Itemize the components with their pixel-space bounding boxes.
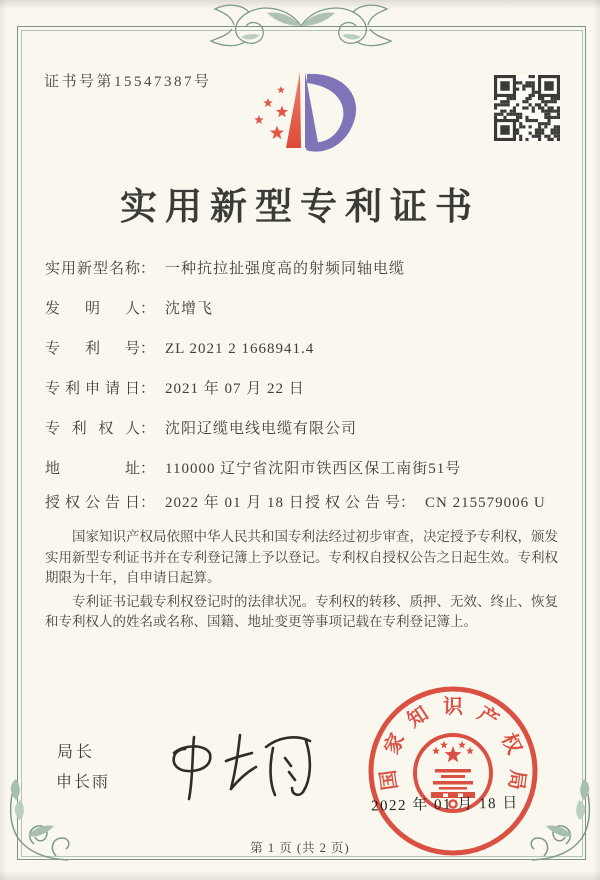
svg-text:国: 国 bbox=[377, 768, 402, 792]
cnipa-logo-icon bbox=[230, 60, 380, 172]
field-label: 专利权人 bbox=[45, 421, 140, 437]
director-title: 局长 bbox=[57, 744, 96, 761]
legal-text bbox=[45, 527, 558, 633]
field-grant-date bbox=[45, 495, 305, 511]
field-label: 地址 bbox=[45, 461, 140, 477]
page-indicator: 第 1 页 (共 2 页) bbox=[250, 841, 350, 855]
svg-text:局: 局 bbox=[504, 768, 529, 792]
agency-seal-icon bbox=[363, 681, 543, 861]
certificate-title: 实用新型专利证书 bbox=[120, 187, 480, 228]
field-colon: ： bbox=[140, 261, 156, 277]
seal-date: 2022 年 01 月 18 日 bbox=[370, 795, 519, 815]
field-value: 2022 年 01 月 18 日 bbox=[165, 495, 305, 511]
field-colon: ： bbox=[140, 301, 156, 317]
legal-paragraph-2: 专利证书记载专利权登记时的法律状况。专利权的转移、质押、无效、终止、恢复和专利权人的姓名或名称、国籍、地址变更等事项记载在专利登记簿上。 bbox=[45, 593, 558, 629]
director-signature-icon bbox=[148, 727, 320, 807]
field-colon: ： bbox=[140, 461, 156, 477]
field-grant-row bbox=[45, 491, 546, 512]
field-colon: ： bbox=[140, 421, 156, 437]
qr-code-icon bbox=[494, 75, 560, 141]
field-value: 110000 辽宁省沈阳市铁西区保工南街51号 bbox=[165, 461, 462, 477]
field-label: 发明人 bbox=[45, 301, 140, 317]
field-colon: ： bbox=[140, 341, 156, 357]
field-label: 授权公告号 bbox=[305, 495, 400, 511]
svg-text:识: 识 bbox=[443, 696, 463, 718]
field-label: 实用新型名称 bbox=[45, 261, 140, 277]
field-value: ZL 2021 2 1668941.4 bbox=[165, 341, 315, 357]
certificate-number: 证书号第15547387号 bbox=[44, 74, 212, 90]
field-patent-number bbox=[45, 337, 314, 358]
legal-paragraph-1: 国家知识产权局依照中华人民共和国专利法经过初步审查，决定授予专利权，颁发实用新型专利证书并在专利登记簿上予以登记。专利权自授权公告之日起生效。专利权期限为十年，自申请日起算。 bbox=[45, 529, 558, 585]
field-grant-number bbox=[305, 491, 546, 512]
top-border-ornament-icon bbox=[203, 2, 399, 48]
svg-text:权: 权 bbox=[496, 730, 526, 758]
field-filing-date bbox=[45, 377, 305, 398]
svg-text:家: 家 bbox=[380, 730, 410, 758]
field-colon: ： bbox=[140, 495, 156, 511]
svg-text:知: 知 bbox=[403, 702, 433, 732]
field-label: 专利号 bbox=[45, 341, 140, 357]
field-colon: ： bbox=[400, 495, 416, 511]
field-value: 沈增飞 bbox=[165, 301, 214, 317]
field-patentee bbox=[45, 417, 357, 438]
field-inventor bbox=[45, 297, 213, 318]
svg-text:产: 产 bbox=[473, 702, 503, 732]
director-name: 申长雨 bbox=[56, 774, 111, 791]
field-value: 沈阳辽缆电线电缆有限公司 bbox=[165, 421, 358, 437]
field-value: 一种抗拉扯强度高的射频同轴电缆 bbox=[165, 261, 406, 277]
field-address bbox=[45, 457, 461, 478]
field-colon: ： bbox=[140, 381, 156, 397]
field-value: 2021 年 07 月 22 日 bbox=[165, 381, 305, 397]
field-label: 专利申请日 bbox=[45, 381, 140, 397]
field-utility-model-name bbox=[45, 257, 405, 278]
field-value: CN 215579006 U bbox=[425, 495, 546, 511]
field-label: 授权公告日 bbox=[45, 495, 140, 511]
